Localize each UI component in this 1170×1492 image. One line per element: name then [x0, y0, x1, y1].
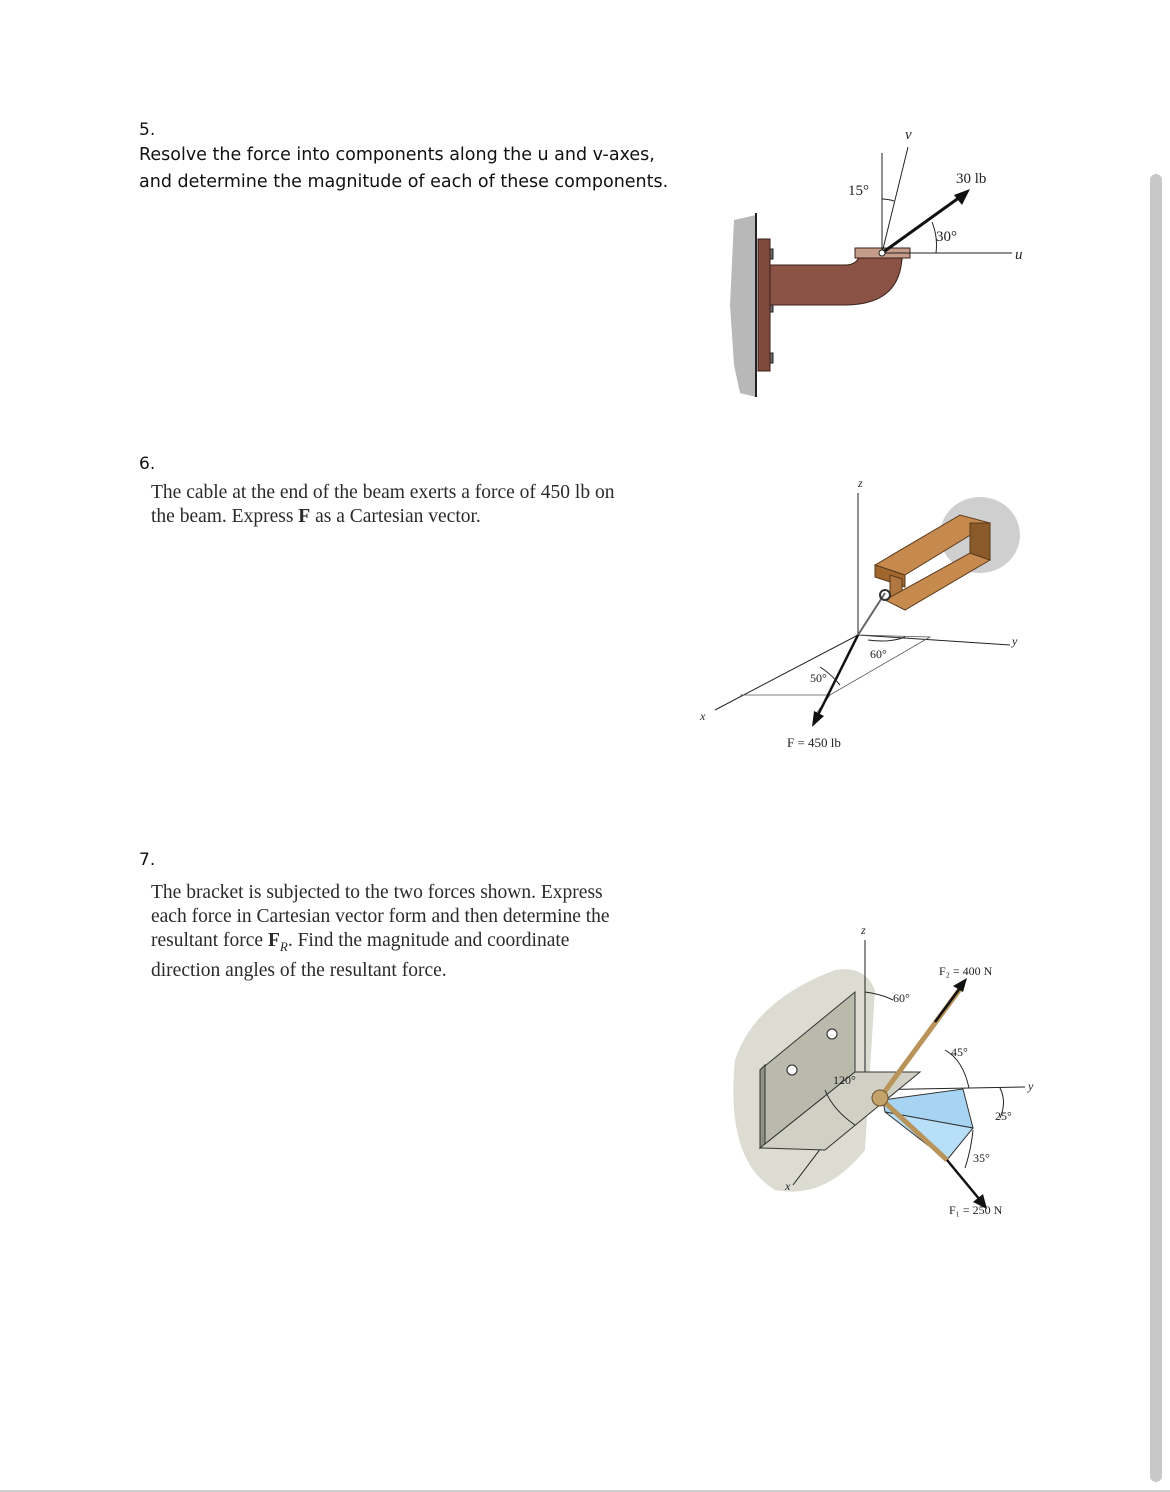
axis-y-label: y [1028, 1079, 1034, 1093]
problem-7-line4: direction angles of the resultant force. [151, 959, 447, 981]
axis-v-label: v [905, 127, 912, 143]
axis-x-label: x [785, 1179, 791, 1193]
problem-7-line3: resultant force $F_R$. Find the magnitude and coordinate [151, 930, 570, 954]
problem-5-number: 5. [139, 120, 156, 140]
problem-5-line1: Resolve the force into components along the u and v-axes, [139, 145, 655, 165]
angle-30-label: 30° [936, 229, 957, 245]
axis-x-label: x [700, 709, 706, 723]
force-f2-arrowhead [953, 978, 967, 992]
force-f1-label: F₁ = 250 N [949, 1203, 1003, 1217]
force-arrowhead [812, 711, 824, 727]
problem-7-text [151, 881, 658, 983]
angle-45-label: 45° [951, 1045, 968, 1059]
force-450lb-label: F = 450 lb [787, 735, 841, 750]
axis-z-label: z [861, 923, 866, 937]
force-30lb-label: 30 lb [956, 171, 987, 187]
problem-6-line1: The cable at the end of the beam exerts a force of 450 lb on [151, 482, 615, 503]
angle-60-label: 60° [870, 647, 887, 661]
axis-z-label: z [858, 476, 863, 490]
axis-u-label: u [1015, 247, 1023, 263]
problem-7-number: 7. [139, 850, 156, 870]
angle-50-label: 50° [810, 671, 827, 685]
problem-5-text [139, 142, 699, 196]
problem-6-line2: the beam. Express F as a Cartesian vector. [151, 506, 481, 527]
problem-7-line2: each force in Cartesian vector form and then determine the [151, 906, 610, 927]
problem-7-line1: The bracket is subjected to the two forces shown. Express [151, 882, 603, 903]
problem-5-line2: and determine the magnitude of each of these components. [139, 172, 669, 192]
vertical-scrollbar[interactable] [1150, 174, 1162, 1482]
angle-35-label: 35° [973, 1151, 990, 1165]
wall [730, 215, 756, 397]
force-f2-label: F₂ = 400 N [939, 964, 993, 978]
angle-25-label: 25° [995, 1109, 1012, 1123]
angle-60-label: 60° [893, 991, 910, 1005]
problem-5-figure [720, 125, 1050, 410]
problem-6-text [151, 481, 658, 529]
problem-6-number: 6. [139, 454, 156, 474]
force-arrowhead [954, 189, 970, 205]
problem-6-figure [690, 475, 1040, 760]
angle-120-label: 120° [833, 1073, 856, 1087]
axis-y-label: y [1012, 634, 1018, 648]
problem-7-figure [715, 920, 1055, 1220]
angle-15-label: 15° [848, 183, 869, 199]
